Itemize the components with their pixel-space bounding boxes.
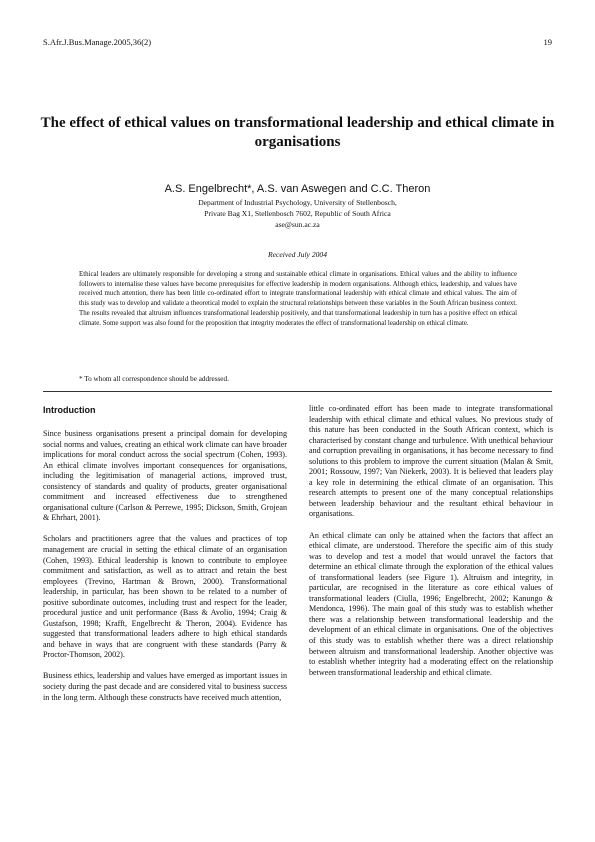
left-column bbox=[43, 404, 287, 714]
correspondence-footnote: * To whom all correspondence should be addressed. bbox=[79, 375, 229, 383]
received-date: Received July 2004 bbox=[267, 250, 328, 259]
body-paragraph: Since business organisations present a principal domain for developing social norms and values, creating an ethical work climate can have broader implications for moral conduct across the social spectrum (Cohen, 1993). An ethical climate involves important consequences for organisations, including the legitimisation of managerial actions, improved trust, consistency of standards and quality of products, greater organisational commitment and increased effectiveness due to strengthened organisational culture (Carlson & Perrewe, 1995; Dickson, Smith, Grojean & Ehrhart, 2001). bbox=[43, 429, 287, 523]
body-paragraph: Scholars and practitioners agree that the values and practices of top management are crucial in setting the ethical climate of an organisation (Cohen, 1993). Ethical leadership is known to contribute to employee commitment and satisfaction, as well as to attract and retain the best employees (Trevino, Hartman & Brown, 2000). Transformational leadership, in particular, has been shown to be related to a number of positive subordinate outcomes, including trust and respect for the leader, procedural justice and unit performance (Bass & Avolio, 1994; Craig & Gustafson, 1998; Krafft, Engelbrecht & Theron, 2004). Evidence has suggested that transformational leaders adhere to high ethical standards and behave in ways that are congruent with these standards (Parry & Proctor-Thomson, 2002). bbox=[43, 534, 287, 660]
section-heading: Introduction bbox=[43, 405, 96, 415]
article-title: The effect of ethical values on transformational leadership and ethical climate in organisations bbox=[40, 115, 555, 150]
right-column bbox=[309, 404, 553, 689]
author-affiliation bbox=[40, 197, 555, 230]
affiliation-department: Department of Industrial Psychology, University of Stellenbosch, bbox=[198, 198, 397, 207]
body-paragraph: An ethical climate can only be attained when the factors that affect an ethical climate, are understood. Therefore the specific aim of this study was to develop and test a model that would unravel the factors that determine an ethical climate through the exploration of the ethical values of transformational leaders (see Figure 1). Altruism and integrity, in particular, are recognised in the literature as core ethical values of transformational leaders (Ciulla, 1996; Engelbrecht, 2002; Kanungo & Mendonca, 1996). The main goal of this study was to establish whether there was a relationship between transformational leadership and the development of an ethical climate in organisations. One of the objectives of this study was to establish whether there was a direct relationship between altruism and transformational leadership. Another objective was to establish whether integrity had a moderating effect on the relationship between transformational leadership and ethical climate. bbox=[309, 530, 553, 677]
running-header bbox=[43, 37, 552, 49]
author-email[interactable]: ase@sun.ac.za bbox=[275, 220, 320, 229]
page-number: 19 bbox=[543, 37, 552, 47]
journal-citation: S.Afr.J.Bus.Manage.2005,36(2) bbox=[43, 37, 152, 47]
section-divider bbox=[43, 391, 552, 392]
body-paragraph: little co-ordinated effort has been made to integrate transformational leadership with ethical climate and ethical values. No previous study of this nature has been conducted in the South African context, which is characterised by constant change and turbulence. With unethical behaviour and corruption prevailing in organisations, it has become necessary to find solutions to this problem to improve the current situation (Malan & Smit, 2001; Rossouw, 1997; Van Niekerk, 2003). It is believed that leaders play a key role in determining the ethical climate of an organisation. This research attempts to present one of the many conceptual relationships between leadership behaviour and the resultant ethical behaviour in organisations. bbox=[309, 404, 553, 519]
affiliation-address: Private Bag X1, Stellenbosch 7602, Republic of South Africa bbox=[204, 209, 391, 218]
body-paragraph: Business ethics, leadership and values have emerged as important issues in society during the past decade and are considered vital to business success in the long term. Although these constructs have received much attention, bbox=[43, 671, 287, 702]
author-list: A.S. Engelbrecht*, A.S. van Aswegen and C.C. Theron bbox=[164, 183, 431, 195]
abstract: Ethical leaders are ultimately responsible for developing a strong and sustainable ethical climate in organisations. Ethical values and the ability to influence followers to internalise these values have become prerequisites for effective leadership in modern organisations. Although ethics, leadership, and values have received much attention, there has been little co-ordinated effort to integrate transformational leadership with ethical climate and ethical values. The aim of this study was to develop and validate a theoretical model to explain the structural relationships between these variables in the South African business context. The results revealed that altruism influences transformational leadership positively, and that transformational leadership in turn has a positive effect on ethical climate. Some support was also found for the proposition that integrity moderates the effect of transformational leadership on ethical climate. bbox=[79, 271, 517, 327]
